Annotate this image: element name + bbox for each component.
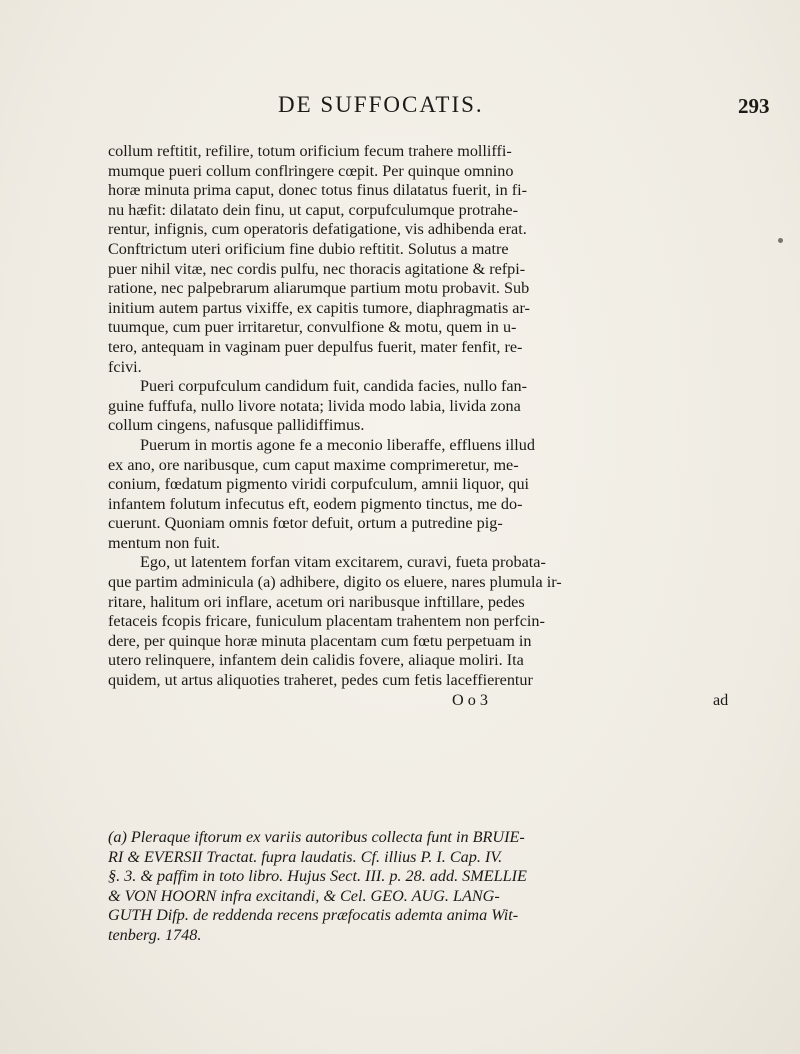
page-number: 293: [738, 94, 770, 118]
text-line: initium autem partus vixiffe, ex capitis tumore, diaphragmatis ar-: [108, 298, 530, 317]
text-line: cuerunt. Quoniam omnis fœtor defuit, ortum a putredine pig-: [108, 514, 503, 533]
footnote: [108, 828, 728, 946]
text-line: Pueri corpufculum candidum fuit, candida facies, nullo fan-: [140, 377, 528, 396]
text-line: guine fuffufa, nullo livore notata; livida modo labia, livida zona: [108, 396, 521, 415]
running-head: [0, 92, 800, 120]
text-line: ritare, halitum ori inflare, acetum ori naribusque inftillare, pedes: [108, 592, 525, 611]
running-title: DE SUFFOCATIS.: [278, 92, 484, 117]
text-line: fetaceis fcopis fricare, funiculum placentam trahentem non perfcin-: [108, 612, 545, 631]
text-line: collum reftitit, refilire, totum orificium fecum trahere molliffi-: [108, 142, 512, 160]
text-line: quidem, ut artus aliquoties traheret, pedes cum fetis laceffierentur: [108, 671, 533, 690]
footnote-line: GUTH Difp. de reddenda recens præfocatis ademta anima Wit-: [108, 906, 519, 925]
footnote-line: §. 3. & paffim in toto libro. Hujus Sect. III. p. 28. add. SMELLIE: [108, 867, 527, 886]
text-line: ex ano, ore naribusque, cum caput maxime comprimeretur, me-: [108, 455, 519, 474]
text-line: Ego, ut latentem forfan vitam excitarem, curavi, fueta probata-: [140, 553, 546, 572]
text-line: infantem folutum infecutus eft, eodem pigmento tinctus, me do-: [108, 494, 523, 513]
text-line: horæ minuta prima caput, donec totus finus dilatatus fuerit, in fi-: [108, 181, 527, 200]
text-line: collum cingens, nafusque pallidiffimus.: [108, 416, 365, 435]
catchword: ad: [713, 690, 729, 709]
text-line: nu hæfit: dilatato dein finu, ut caput, corpufculumque protrahe-: [108, 200, 518, 219]
text-line: Puerum in mortis agone fe a meconio liberaffe, effluens illud: [140, 435, 535, 454]
text-line: dere, per quinque horæ minuta placentam cum fœtu perpetuam in: [108, 631, 532, 650]
text-line: conium, fœdatum pigmento viridi corpufculum, amnii liquor, qui: [108, 475, 530, 494]
footnote-line: & VON HOORN infra excitandi, & Cel. GEO. AUG. LANG-: [108, 886, 500, 905]
text-line: ratione, nec palpebrarum aliarumque partium motu probavit. Sub: [108, 279, 530, 298]
signature-mark: O o 3: [452, 690, 488, 709]
footnote-line: (a) Pleraque iftorum ex variis autoribus collecta funt in BRUIE-: [108, 828, 525, 846]
ink-spot: [778, 238, 783, 243]
text-line: mumque pueri collum conflringere cœpit. Per quinque omnino: [108, 161, 514, 180]
text-line: fcivi.: [108, 357, 142, 376]
text-line: rentur, infignis, cum operatoris defatigatione, vis adhibenda erat.: [108, 220, 527, 239]
text-line: Conftrictum uteri orificium fine dubio reftitit. Solutus a matre: [108, 239, 509, 258]
text-line: utero relinquere, infantem dein calidis fovere, aliaque moliri. Ita: [108, 651, 524, 670]
main-text: [108, 142, 728, 710]
text-line: que partim adminicula (a) adhibere, digito os eluere, nares plumula ir-: [108, 573, 562, 592]
footnote-line: tenberg. 1748.: [108, 925, 202, 944]
text-line: tero, antequam in vaginam puer depulfus fuerit, mater fenfit, re-: [108, 337, 523, 356]
text-line: puer nihil vitæ, nec cordis pulfu, nec thoracis agitatione & refpi-: [108, 259, 526, 278]
text-line: mentum non fuit.: [108, 533, 220, 552]
text-line: tuumque, cum puer irritaretur, convulfione & motu, quem in u-: [108, 318, 517, 337]
signature-line: [108, 691, 728, 711]
footnote-line: RI & EVERSII Tractat. fupra laudatis. Cf. illius P. I. Cap. IV.: [108, 847, 503, 866]
